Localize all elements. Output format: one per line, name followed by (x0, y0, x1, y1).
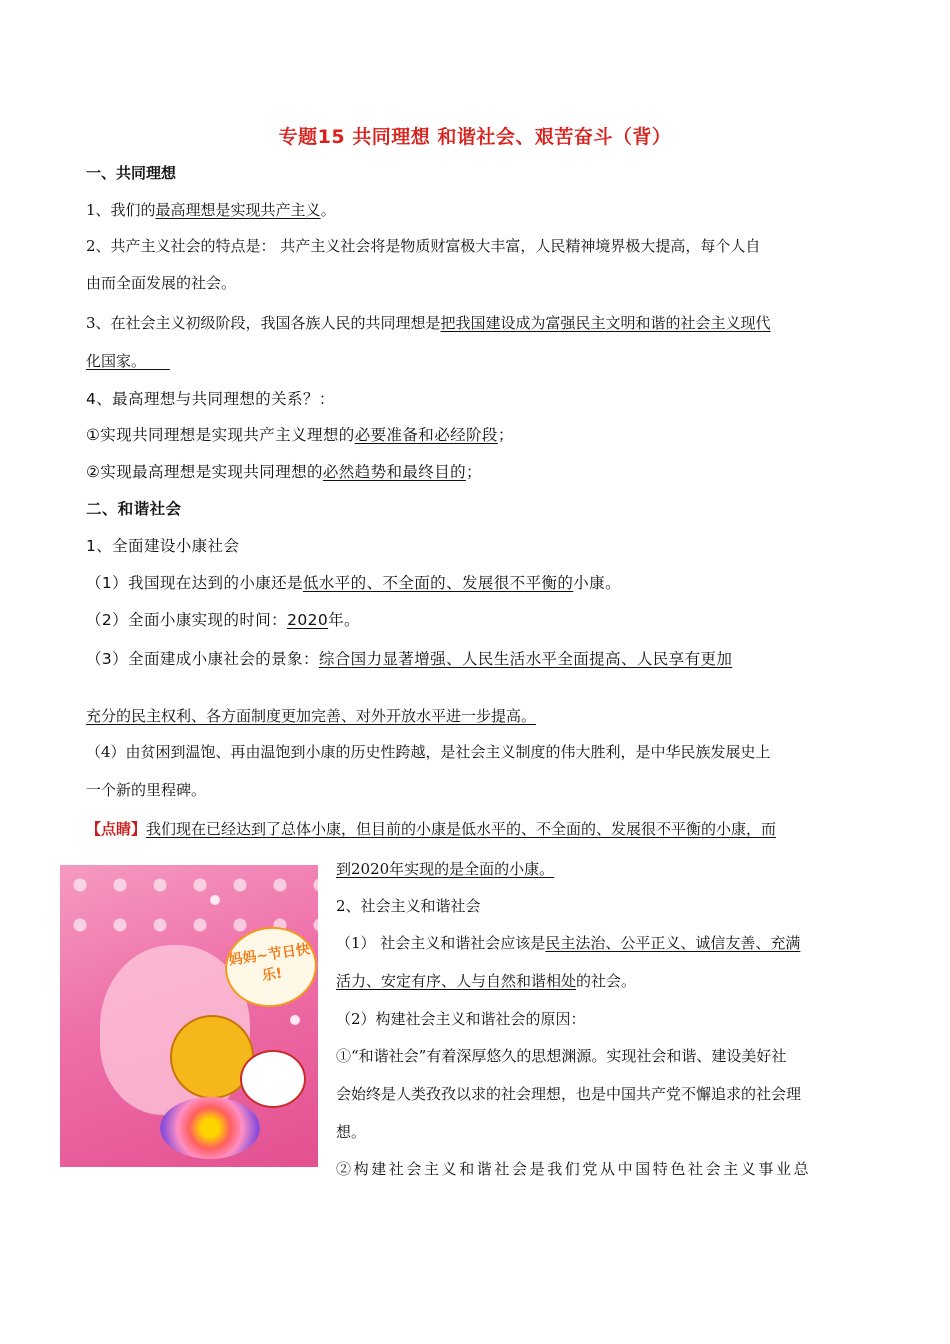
reason1-line1: ①“和谐社会”有着深厚悠久的思想渊源。实现社会和谐、建设美好社 (336, 1047, 787, 1065)
subheading-xiaokang: 1、全面建设小康社会 (86, 537, 240, 555)
underlined-text: 必要准备和必经阶段 (354, 426, 498, 444)
reason1-line2: 会始终是人类孜孜以求的社会理想，也是中国共产党不懈追求的社会理 (336, 1085, 802, 1103)
underlined-text: 化国家。 (86, 352, 147, 370)
underlined-text: 最高理想是实现共产主义 (155, 201, 321, 219)
underlined-text: 充分的民主权利、各方面制度更加完善、对外开放水平进一步提高。 (86, 707, 537, 725)
item-harmonious-reasons: （2）构建社会主义和谐社会的原因： (336, 1010, 586, 1028)
flower-bouquet (160, 1097, 260, 1159)
greeting-text: 妈妈~节日快乐! (227, 941, 311, 985)
flower-dot (210, 895, 220, 905)
reason2-line1: ②构建社会主义和谐社会是我们党从中国特色社会主义事业总 (336, 1160, 812, 1178)
text: （2）全面小康实现的时间： (86, 611, 288, 629)
text: 。 (320, 201, 336, 219)
text: ； (497, 426, 514, 444)
underlined-text: 我们现在已经达到了总体小康，但目前的小康是低水平的、不全面的、发展很不平衡的小康，而 (146, 820, 777, 838)
reason1-line3: 想。 (336, 1123, 367, 1141)
text: 1、我们的 (86, 201, 156, 219)
paragraph-common-ideal-line1 (86, 312, 771, 334)
text: ； (466, 463, 482, 481)
lace-decoration (60, 865, 318, 935)
paragraph-highest-ideal (86, 199, 336, 221)
underlined-text: 综合国力显著增强、人民生活水平全面提高、人民享有更加 (318, 650, 733, 668)
text: 小康。 (573, 574, 621, 592)
text: ②实现最高理想是实现共同理想的 (86, 463, 323, 481)
paragraph-relation-point1 (86, 424, 514, 446)
paragraph-relation-point2 (86, 461, 482, 483)
tip-line1 (86, 818, 776, 840)
text: （3）全面建成小康社会的景象： (86, 650, 319, 668)
item-harmonious-definition-line2 (336, 970, 636, 992)
underlined-text: 把我国建设成为富强民主文明和谐的社会主义现代 (440, 314, 771, 332)
text: 年。 (328, 611, 360, 629)
item-xiaokang-time (86, 609, 360, 631)
section-heading-common-ideal: 一、共同理想 (86, 164, 177, 182)
section-heading-harmonious-society: 二、和谐社会 (86, 500, 182, 518)
item-historic-leap-line1: （4）由贫困到温饱、再由温饱到小康的历史性跨越，是社会主义制度的伟大胜利，是中华民族发展史上 (86, 743, 771, 761)
item-xiaokang-scene-line1 (86, 648, 732, 670)
text: ①实现共同理想是实现共产主义理想的 (86, 426, 355, 444)
underlined-text: 活力、安定有序、人与自然和谐相处 (336, 972, 577, 990)
text: 的社会。 (576, 972, 637, 990)
paragraph-communism-features-line2: 由而全面发展的社会。 (86, 274, 237, 292)
tip-label: 【点睛】 (86, 820, 147, 838)
item-xiaokang-level (86, 572, 621, 594)
subheading-socialist-harmonious: 2、社会主义和谐社会 (336, 897, 481, 915)
text: （1） 社会主义和谐社会应该是 (336, 934, 546, 952)
underlined-text: 低水平的、不全面的、发展很不平衡的 (302, 574, 574, 592)
item-xiaokang-scene-line2 (86, 705, 536, 727)
item-historic-leap-line2: 一个新的里程碑。 (86, 781, 207, 799)
underlined-text: 民主法治、公平正义、诚信友善、充满 (545, 934, 801, 952)
item-harmonious-definition-line1 (336, 932, 800, 954)
cartoon-cow (240, 1050, 306, 1108)
page-title: 专题15 共同理想 和谐社会、艰苦奋斗（背） (278, 126, 672, 148)
mothers-day-card-image (60, 865, 318, 1167)
underlined-text: 到2020年实现的是全面的小康。 (336, 860, 555, 878)
paragraph-communism-features-line1: 2、共产主义社会的特点是： 共产主义社会将是物质财富极大丰富，人民精神境界极大提高，每个人自 (86, 237, 761, 255)
text: 3、在社会主义初级阶段，我国各族人民的共同理想是 (86, 314, 441, 332)
paragraph-relation-question: 4、最高理想与共同理想的关系？： (86, 390, 335, 408)
text: （1）我国现在达到的小康还是 (86, 574, 303, 592)
tip-line2 (336, 858, 554, 880)
flower-dot (290, 1015, 300, 1025)
paragraph-common-ideal-line2 (86, 350, 170, 372)
underlined-text: 2020 (287, 611, 329, 629)
underlined-text: 必然趋势和最终目的 (322, 463, 467, 481)
